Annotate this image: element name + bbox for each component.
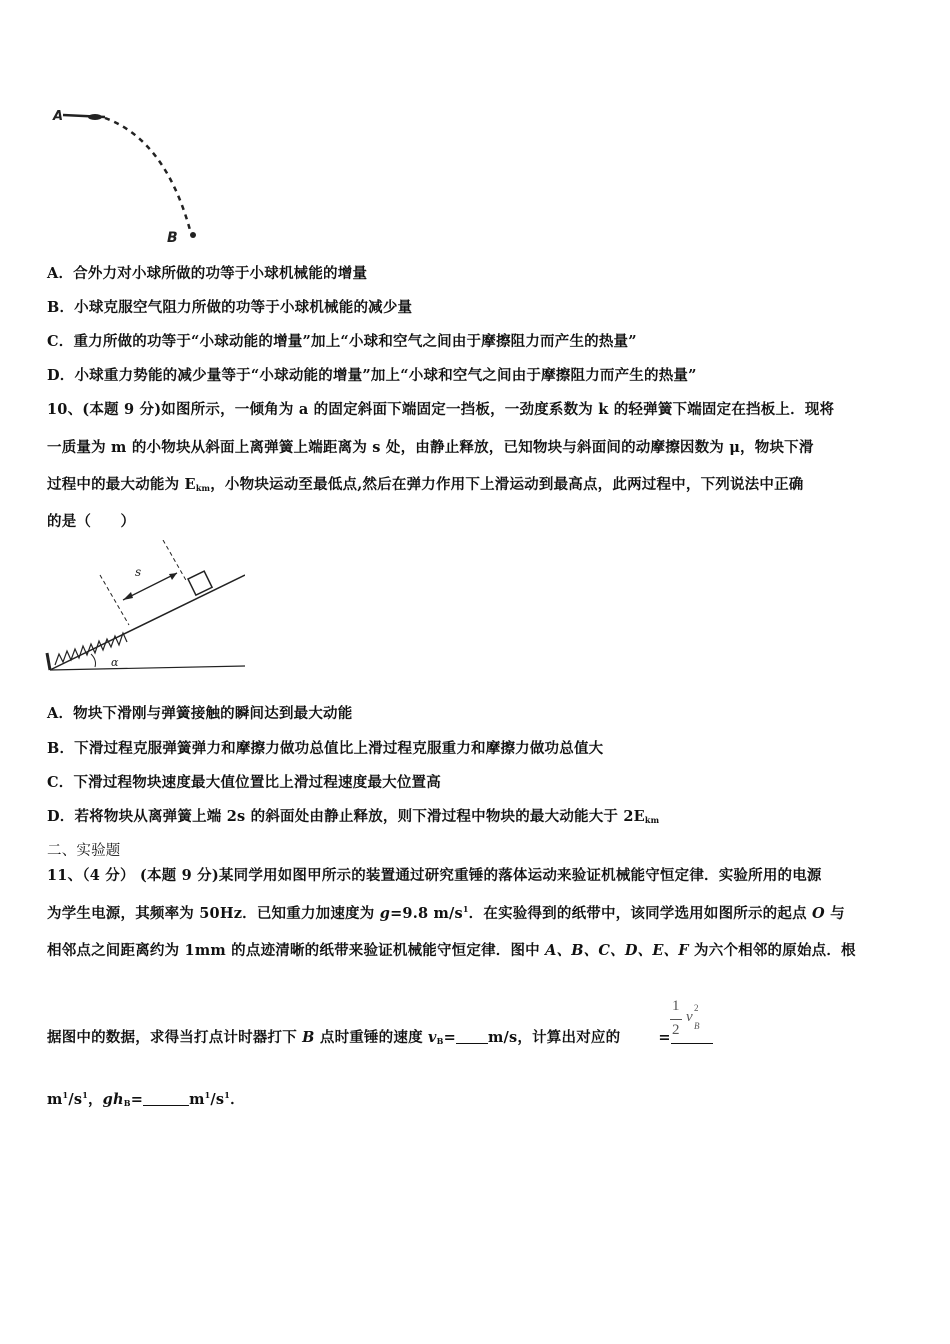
q10-option-c: C．下滑过程物块速度最大值位置比上滑过程速度最大位置高 [47, 774, 441, 791]
frac-v-sup: 2 [694, 1003, 699, 1013]
ball-a [88, 114, 102, 120]
q11-line-2: 为学生电源，其频率为 50Hz．已知重力加速度为 g=9.8 $m/s^1$．在实验得到的纸带中，该同学选用如图所示的起点 O 与 [47, 904, 845, 922]
trajectory-path [105, 118, 190, 230]
dash-line-lower [100, 575, 129, 625]
frac-denominator: 2 [672, 1022, 680, 1038]
ground-line [50, 666, 245, 670]
q9-option-d: D．小球重力势能的减少量等于“小球动能的增量”加上“小球和空气之间由于摩擦阻力而产生的热量” [47, 367, 697, 384]
vb-blank[interactable] [456, 1029, 488, 1044]
ball-b [190, 232, 196, 238]
label-s: s [135, 565, 142, 579]
barrier [47, 653, 50, 670]
ghb-blank[interactable] [143, 1091, 189, 1106]
point-b-label: B [167, 230, 178, 246]
incline-figure [45, 540, 245, 675]
frac-v-sub: B [694, 1021, 700, 1031]
q10-line-2: 一质量为 m 的小物块从斜面上离弹簧上端距离为 s 处，由静止释放，已知物块与斜面间的动摩擦因数为 μ，物块下滑 [47, 439, 814, 456]
q10-option-d: D．若将物块从离弹簧上端 2s 的斜面处由静止释放，则下滑过程中物块的最大动能大于 $2E_{km}$ [47, 808, 660, 825]
angle-arc [91, 654, 96, 667]
section-title: 二、实验题 [47, 843, 121, 859]
q10-line-3: 过程中的最大动能为 $E_{km}$，小物块运动至最低点,然后在弹力作用下上滑运动到最高点，此两过程中，下列说法中正确 [47, 476, 804, 493]
frac-v: v [686, 1009, 693, 1025]
q9-option-a: A．合外力对小球所做的功等于小球机械能的增量 [47, 265, 368, 282]
q10-option-a: A．物块下滑刚与弹簧接触的瞬间达到最大动能 [47, 705, 353, 722]
q10-line-4: 的是（ ） [47, 513, 136, 530]
q10-line-1: 10、(本题 9 分)如图所示，一倾角为 a 的固定斜面下端固定一挡板，一劲度系数为 k 的轻弹簧下端固定在挡板上．现将 [47, 401, 835, 418]
q9-option-c: C．重力所做的功等于“小球动能的增量”加上“小球和空气之间由于摩擦阻力而产生的热量” [47, 333, 637, 350]
label-alpha: α [111, 656, 119, 669]
q11-line-1: 11、（4 分） (本题 9 分)某同学用如图甲所示的装置通过研究重锤的落体运动来验证机械能守恒定律．实验所用的电源 [47, 867, 822, 884]
point-a-label: A [53, 109, 64, 124]
q11-line-3: 相邻点之间距离约为 1mm 的点迹清晰的纸带来验证机械能守恒定律．图中 A、B、C、D、E、F 为六个相邻的原始点．根 [47, 942, 856, 959]
q11-line-5: $m^1/s^1$，$gh_B= m^1/s^1$． [47, 1090, 245, 1108]
arrow-head-lower [123, 592, 133, 600]
block [188, 571, 212, 595]
q9-option-b: B．小球克服空气阻力所做的功等于小球机械能的减少量 [47, 299, 413, 316]
frac-numerator: 1 [672, 998, 680, 1014]
q10-option-b: B．下滑过程克服弹簧弹力和摩擦力做功总值比上滑过程克服重力和摩擦力做功总值大 [47, 740, 604, 757]
frac-bar [670, 1019, 682, 1020]
q11-line-4: 据图中的数据，求得当打点计时器打下 B 点时重锤的速度 $v_B= m/s$，计算出对应的 = [47, 1026, 713, 1047]
trajectory-figure [45, 100, 215, 250]
